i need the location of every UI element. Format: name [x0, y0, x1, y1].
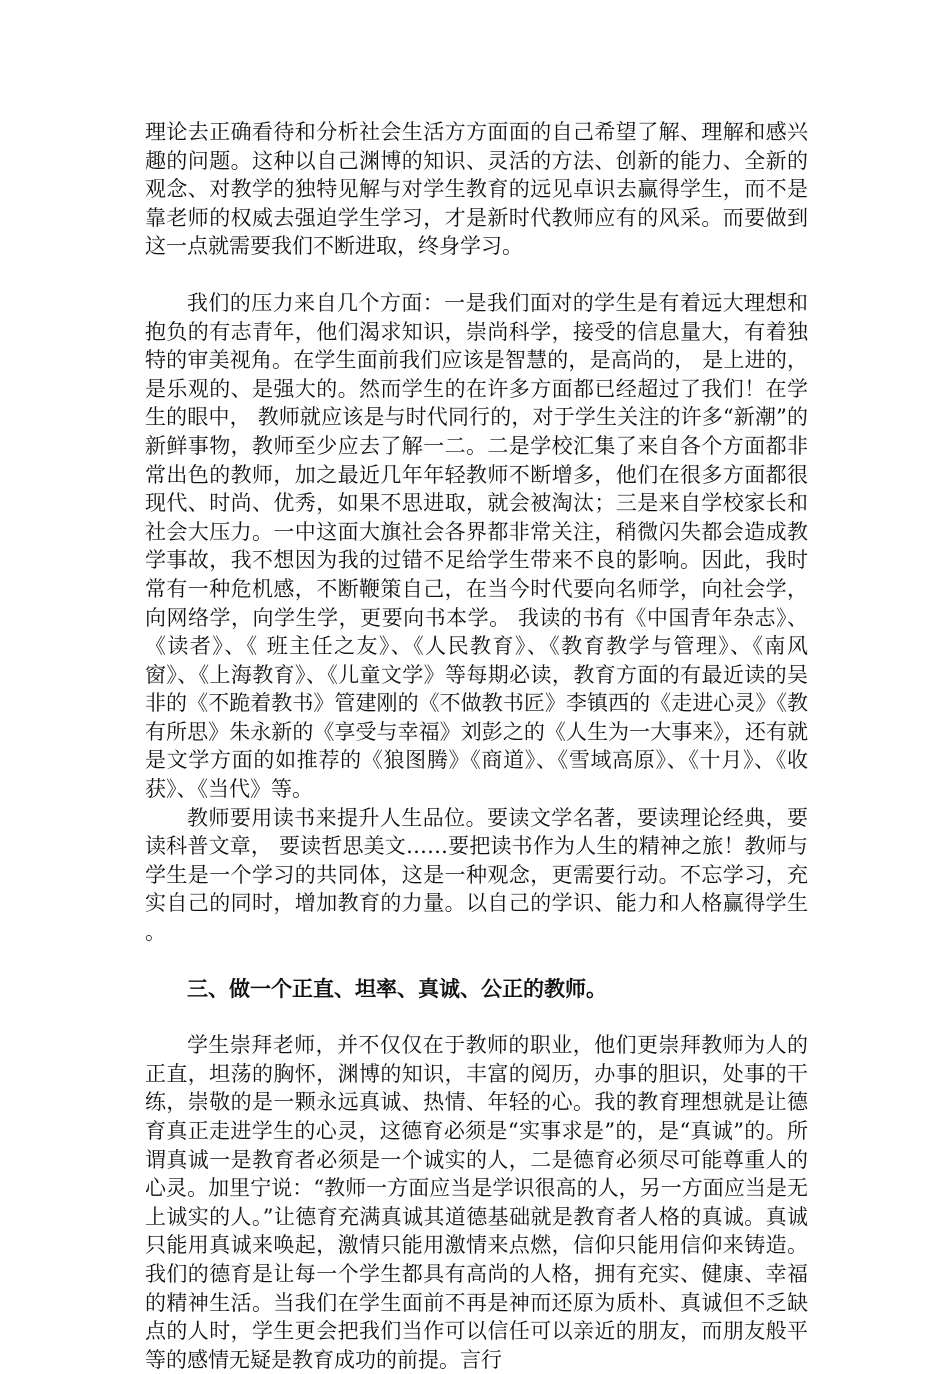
paragraph-continued: 理论去正确看待和分析社会生活方方面面的自己希望了解、理解和感兴趣的问题。这种以自己渊博的知识、灵活的方法、创新的能力、全新的观念、对教学的独特见解与对学生教育的远见卓识去赢得学生，而不是靠老师的权威去强迫学生学习，才是新时代教师应有的风采。而要做到这一点就需要我们不断进取，终身学习。: [145, 120, 808, 259]
section-heading: 三、做一个正直、坦率、真诚、公正的教师。: [187, 975, 607, 1001]
paragraph-integrity: 学生崇拜老师，并不仅仅在于教师的职业，他们更崇拜教师为人的正直，坦荡的胸怀，渊博的知识，丰富的阅历，办事的胆识，处事的干练，崇敬的是一颗永远真诚、热情、年轻的心。我的教育理想就是让德育真正走进学生的心灵，这德育必须是“实事求是”的，是“真诚”的。所谓真诚一是教育者必须是一个诚实的人，二是德育必须尽可能尊重人的心灵。加里宁说：“教师一方面应当是学识很高的人，另一方面应当是无上诚实的人。”让德育充满真诚其道德基础就是教育者人格的真诚。真诚只能用真诚来唤起，激情只能用激情来点燃，信仰只能用信仰来铸造。我们的德育是让每一个学生都具有高尚的人格，拥有充实、健康、幸福的精神生活。当我们在学生面前不再是神而还原为质朴、真诚但不乏缺点的人时，学生更会把我们当作可以信任可以亲近的朋友，而朋友般平等的感情无疑是教育成功的前提。言行: [145, 1033, 808, 1372]
paragraph-gap: [145, 947, 808, 975]
document-page: [145, 118, 808, 1374]
paragraph-gap: [145, 1003, 808, 1031]
paragraph-reading: 教师要用读书来提升人生品位。要读文学名著，要读理论经典，要读科普文章， 要读哲思美文……要把读书作为人生的精神之旅！教师与学生是一个学习的共同体，这是一种观念，更需要行动。不忘学习，充实自己的同时，增加教育的力量。以自己的学识、能力和人格赢得学生 。: [145, 805, 808, 945]
paragraph-pressure: 我们的压力来自几个方面：一是我们面对的学生是有着远大理想和抱负的有志青年，他们渴求知识，崇尚科学，接受的信息量大，有着独特的审美视角。在学生面前我们应该是智慧的，是高尚的， 是上进的，是乐观的、是强大的。然而学生的在许多方面都已经超过了我们！在学生的眼中， 教师就应该是与时代同行的，对于学生关注的许多“新潮”的新鲜事物，教师至少应去了解一二。二是学校汇集了来自各个方面都非常出色的教师，加之最近几年年轻教师不断增多，他们在很多方面都很现代、时尚、优秀，如果不思进取，就会被淘汰；三是来自学校家长和社会大压力。一中这面大旗社会各界都非常关注，稍微闪失都会造成教学事故，我不想因为我的过错不足给学生带来不良的影响。因此，我时常有一种危机感，不断鞭策自己，在当今时代要向名师学，向社会学，向网络学，向学生学，更要向书本学。 我读的书有《中国青年杂志》、《读者》、《 班主任之友》、《人民教育》、《教育教学与管理》、《南风窗》、《上海教育》、《儿童文学》等每期必读，教育方面的有最近读的吴非的《不跪着教书》管建刚的《不做教书匠》李镇西的《走进心灵》《教有所思》朱永新的《享受与幸福》刘彭之的《人生为一大事来》，还有就是文学方面的如推荐的《狼图腾》《商道》、《雪域高原》、《十月》、《收获》、《当代》等。: [145, 290, 808, 802]
paragraph-gap: [145, 261, 808, 289]
